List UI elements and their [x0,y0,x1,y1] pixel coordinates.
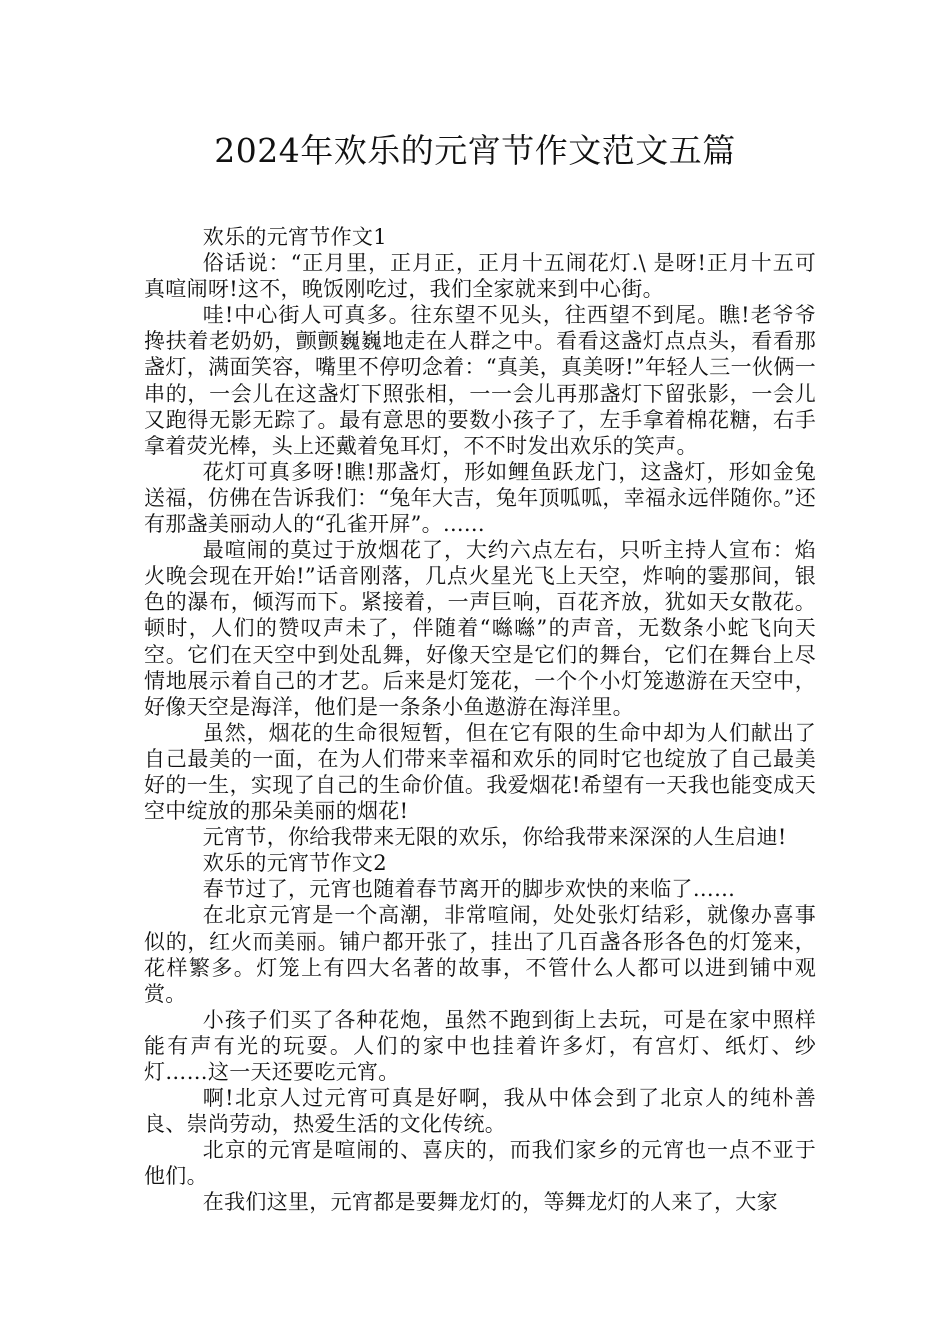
section-heading-1: 欢乐的元宵节作文1 [202,225,387,249]
paragraph: 春节过了，元宵也随着春节离开的脚步欢快的来临了…… [202,877,736,902]
paragraph: 在北京元宵是一个高潮，非常喧闹，处处张灯结彩，就像办喜事似的，红火而美丽。铺户都开张了，挂出了几百盏各形各色的灯笼来，花样繁多。灯笼上有四大名著的故事，不管什么人都可以进到铺中观赏。 [144,903,816,1006]
paragraph: 虽然，烟花的生命很短暂，但在它有限的生命中却为人们献出了自己最美的一面，在为人们带来幸福和欢乐的同时它也绽放了自己最美好的一生，实现了自己的生命价值。我爱烟花!希望有一天我也能变成天空中绽放的那朵美丽的烟花! [144,720,816,824]
paragraph: 小孩子们买了各种花炮，虽然不跑到街上去玩，可是在家中照样能有声有光的玩耍。人们的家中也挂着许多灯，有宫灯、纸灯、纱灯……这一天还要吃元宵。 [144,1007,816,1084]
section-heading-2: 欢乐的元宵节作文2 [202,851,387,876]
paragraph: 俗话说：“正月里，正月正，正月十五闹花灯.\ 是呀!正月十五可真喧闹呀!这不，晚饭刚吃过，我们全家就来到中心街。 [144,251,816,302]
paragraph: 啊!北京人过元宵可真是好啊，我从中体会到了北京人的纯朴善良、崇尚劳动，热爱生活的文化传统。 [144,1086,816,1137]
paragraph: 元宵节，你给我带来无限的欢乐，你给我带来深深的人生启迪! [202,825,787,850]
paragraph: 花灯可真多呀!瞧!那盏灯，形如鲤鱼跃龙门，这盏灯，形如金兔送福，仿佛在告诉我们：“兔年大吉，兔年顶呱呱，幸福永远伴随你。”还有那盏美丽动人的“孔雀开屏”。...... [144,459,816,537]
document-body [144,224,816,1216]
paragraph: 在我们这里，元宵都是要舞龙灯的，等舞龙灯的人来了，大家 [202,1190,778,1215]
paragraph: 北京的元宵是喧闹的、喜庆的，而我们家乡的元宵也一点不亚于他们。 [144,1138,816,1189]
document-title: 2024年欢乐的元宵节作文范文五篇 [214,131,736,170]
paragraph: 哇!中心街人可真多。往东望不见头，往西望不到尾。瞧!老爷爷搀扶着老奶奶，颤颤巍巍地走在人群之中。看看这盏灯点点头，看看那盏灯，满面笑容，嘴里不停叨念着：“真美，真美呀!”年轻人三一伙俩一串的，一会儿在这盏灯下照张相，一一会儿再那盏灯下留张影，一会儿又跑得无影无踪了。最有意思的要数小孩子了，左手拿着棉花糖，右手拿着荧光棒，头上还戴着兔耳灯，不不时发出欢乐的笑声。 [144,303,816,458]
paragraph: 最喧闹的莫过于放烟花了，大约六点左右，只听主持人宣布：焰火晚会现在开始!”话音刚落，几点火星光飞上天空，炸响的霎那间，银色的瀑布，倾泻而下。紧接着，一声巨响，百花齐放，犹如天女散花。顿时，人们的赞叹声未了，伴随着“噝噝”的声音，无数条小蛇飞向天空。它们在天空中到处乱舞，好像天空是它们的舞台，它们在舞台上尽情地展示着自己的才艺。后来是灯笼花，一个个小灯笼遨游在天空中，好像天空是海洋，他们是一条条小鱼遨游在海洋里。 [144,538,816,719]
